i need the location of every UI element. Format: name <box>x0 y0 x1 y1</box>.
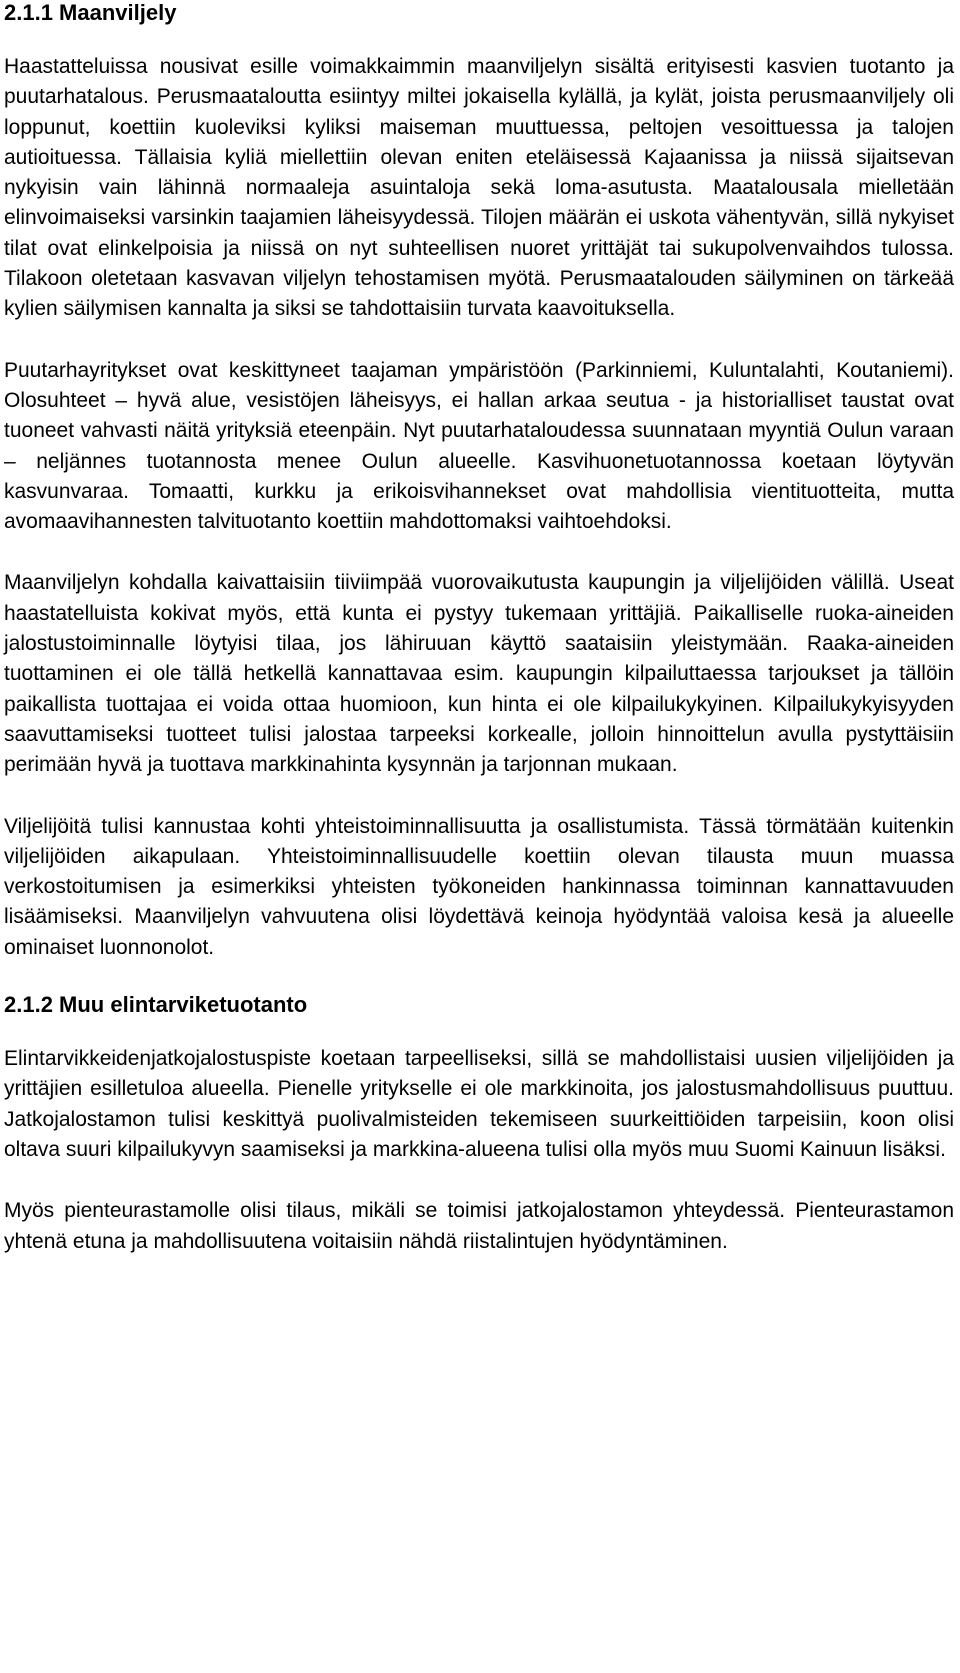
section-heading-muu-elintarviketuotanto: 2.1.2 Muu elintarviketuotanto <box>4 992 308 1018</box>
document-page <box>4 0 954 1257</box>
paragraph: Haastatteluissa nousivat esille voimakkaimmin maanviljelyn sisältä erityisesti kasvien tuotanto ja puutarhatalous. Perusmaataloutta esiintyy miltei jokaisella kylällä, ja kylät, joista perusmaanviljely oli loppunut, koettiin kuoleviksi kyliksi maiseman muuttuessa, peltojen vesoittuessa ja talojen autioituessa. Tällaisia kyliä miellettiin olevan eniten eteläisessä Kajaanissa ja niissä sijaitsevan nykyisin vain lähinnä normaaleja asuintaloja sekä loma-asutusta. Maatalousala mielletään elinvoimaiseksi varsinkin taajamien läheisyydessä. Tilojen määrän ei uskota vähentyvän, sillä nykyiset tilat ovat elinkelpoisia ja niissä on nyt suhteellisen nuoret yrittäjät tai sukupolvenvaihdos tulossa. Tilakoon oletetaan kasvavan viljelyn tehostamisen myötä. Perusmaatalouden säilyminen on tärkeää kylien säilymisen kannalta ja siksi se tahdottaisiin turvata kaavoituksella. <box>4 55 954 321</box>
paragraph: Maanviljelyn kohdalla kaivattaisiin tiiviimpää vuorovaikutusta kaupungin ja viljelijöiden välillä. Useat haastatelluista kokivat myös, että kunta ei pystyy tukemaan yrittäjiä. Paikalliselle ruoka-aineiden jalostustoiminnalle löytyisi tilaa, jos lähiruuan käyttö saataisiin yleistymään. Raaka-aineiden tuottaminen ei ole tällä hetkellä kannattavaa esim. kaupungin kilpailuttaessa tarjoukset ja tällöin paikallista tuottajaa ei voida ottaa huomioon, kun hinta ei ole kilpailukykyinen. Kilpailukykyisyyden saavuttamiseksi tuotteet tulisi jalostaa tarpeeksi korkealle, jolloin hinnoittelun avulla pystyttäisiin perimään hyvä ja tuottava markkinahinta kysynnän ja tarjonnan mukaan. <box>4 571 954 777</box>
paragraph: Viljelijöitä tulisi kannustaa kohti yhteistoiminnallisuutta ja osallistumista. Tässä törmätään kuitenkin viljelijöiden aikapulaan. Yhteistoiminnallisuudelle koettiin olevan tilausta muun muassa verkostoitumisen ja esimerkiksi yhteisten työkoneiden hankinnassa toiminnan kannattavuuden lisäämiseksi. Maanviljelyn vahvuutena olisi löydettävä keinoja hyödyntää valoisa kesä ja alueelle ominaiset luonnonolot. <box>4 814 954 959</box>
paragraph: Elintarvikkeidenjatkojalostuspiste koetaan tarpeelliseksi, sillä se mahdollistaisi uusien viljelijöiden ja yrittäjien esilletuloa alueella. Pienelle yritykselle ei ole markkinoita, jos jalostusmahdollisuus puuttuu. Jatkojalostamon tulisi keskittyä puolivalmisteiden tekemiseen suurkeittiöiden tarpeisiin, koon olisi oltava suuri kilpailukyvyn saamiseksi ja markkina-alueena tulisi olla myös muu Suomi Kainuun lisäksi. <box>4 1047 954 1161</box>
paragraph: Puutarhayritykset ovat keskittyneet taajaman ympäristöön (Parkinniemi, Kuluntalahti, Koutaniemi). Olosuhteet – hyvä alue, vesistöjen läheisyys, ei hallan arkaa seutua - ja historialliset taustat ovat tuoneet vahvasti näitä yrityksiä eteenpäin. Nyt puutarhataloudessa suunnataan myyntiä Oulun varaan – neljännes tuotannosta menee Oulun alueelle. Kasvihuonetuotannossa koetaan löytyvän kasvunvaraa. Tomaatti, kurkku ja erikoisvihannekset ovat mahdollisia vientituotteita, mutta avomaavihannesten talvituotanto koettiin mahdottomaksi vaihtoehdoksi. <box>4 358 954 534</box>
section-heading-maanviljely: 2.1.1 Maanviljely <box>4 0 177 25</box>
paragraph: Myös pienteurastamolle olisi tilaus, mikäli se toimisi jatkojalostamon yhteydessä. Pienteurastamon yhtenä etuna ja mahdollisuutena voitaisiin nähdä riistalintujen hyödyntäminen. <box>4 1199 954 1253</box>
